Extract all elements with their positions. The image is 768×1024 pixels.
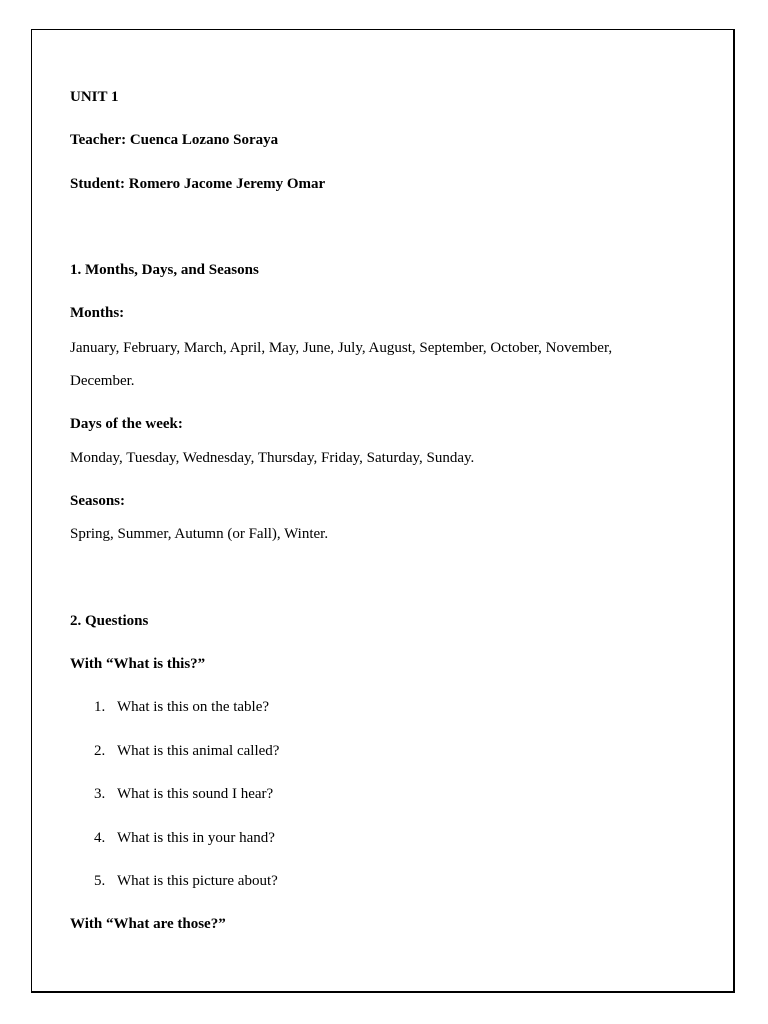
list-item-text: What is this in your hand? bbox=[117, 830, 275, 846]
list-item-number: 1. bbox=[94, 699, 106, 715]
list-item-number: 3. bbox=[94, 786, 106, 802]
what-are-those-subheading: With “What are those?” bbox=[70, 916, 226, 932]
list-item-text: What is this on the table? bbox=[117, 699, 270, 715]
list-item-number: 4. bbox=[94, 830, 106, 846]
section1-heading: 1. Months, Days, and Seasons bbox=[70, 262, 259, 278]
list-item-text: What is this sound I hear? bbox=[117, 786, 274, 802]
unit-title: UNIT 1 bbox=[70, 89, 119, 105]
seasons-label: Seasons: bbox=[70, 493, 126, 509]
months-label: Months: bbox=[70, 305, 125, 321]
list-item-text: What is this animal called? bbox=[117, 743, 280, 759]
what-is-this-subheading: With “What is this?” bbox=[70, 656, 206, 672]
list-item-number: 5. bbox=[94, 873, 106, 889]
list-item-number: 2. bbox=[94, 743, 106, 759]
months-text-line1: January, February, March, April, May, June, July, August, September, October, November, bbox=[70, 340, 613, 356]
days-label: Days of the week: bbox=[70, 416, 183, 432]
seasons-text: Spring, Summer, Autumn (or Fall), Winter. bbox=[70, 526, 329, 542]
section2-heading: 2. Questions bbox=[70, 613, 149, 629]
days-text: Monday, Tuesday, Wednesday, Thursday, Friday, Saturday, Sunday. bbox=[70, 450, 475, 466]
teacher-line: Teacher: Cuenca Lozano Soraya bbox=[70, 132, 279, 148]
list-item-text: What is this picture about? bbox=[117, 873, 278, 889]
student-line: Student: Romero Jacome Jeremy Omar bbox=[70, 176, 326, 192]
document-page bbox=[31, 29, 735, 993]
months-text-line2: December. bbox=[70, 373, 135, 389]
